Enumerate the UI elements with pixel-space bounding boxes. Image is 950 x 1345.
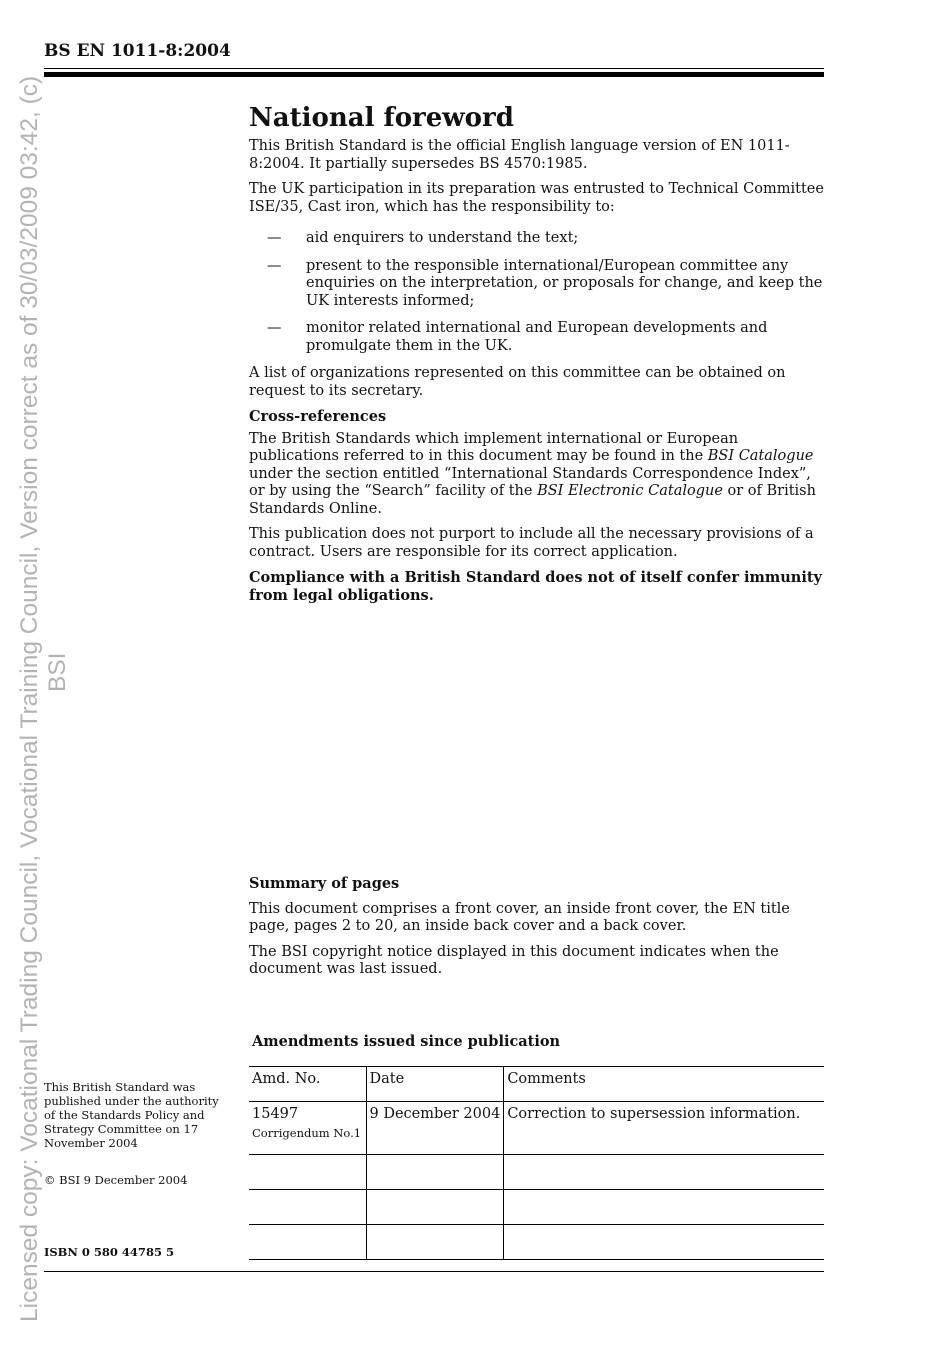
watermark-line-1: Licensed copy: Vocational Trading Council, Vocational Training Council, Version correct as of 30/03/2009 03:42, (c) xyxy=(16,75,43,1322)
amendments-table-wrapper xyxy=(249,1066,824,1260)
dash-bullet: — xyxy=(267,320,282,336)
amendments-table xyxy=(249,1066,824,1260)
summary-paragraph-2: The BSI copyright notice displayed in this document indicates when the document was last issued. xyxy=(249,943,779,977)
summary-of-pages-section xyxy=(249,875,827,987)
bsi-electronic-catalogue-title: BSI Electronic Catalogue xyxy=(537,483,723,499)
amd-number: 15497 xyxy=(252,1106,299,1122)
license-watermark xyxy=(16,76,72,1322)
header-rule-thick xyxy=(44,72,824,77)
responsibility-list xyxy=(249,230,827,355)
list-item xyxy=(249,258,827,311)
table-header-row xyxy=(249,1067,824,1102)
list-item-text: present to the responsible international/European committee any enquiries on the interpretation, or proposals for change, and keep the UK interests informed; xyxy=(306,257,823,309)
table-row-empty xyxy=(249,1155,824,1190)
page-title: National foreword xyxy=(249,103,514,133)
intro-paragraph-1: This British Standard is the official English language version of EN 1011-8:2004. It partially supersedes BS 4570:1985. xyxy=(249,138,790,172)
column-header-date: Date xyxy=(366,1067,504,1102)
provisions-paragraph: This publication does not purport to include all the necessary provisions of a contract. Users are responsible for its correct application. xyxy=(249,526,814,560)
column-header-comments: Comments xyxy=(504,1067,824,1102)
date-cell: 9 December 2004 xyxy=(366,1102,504,1155)
text-run: The British Standards which implement international or European publications referred to in this document may be found in the xyxy=(249,430,739,464)
cross-references-paragraph xyxy=(249,431,827,519)
amendments-heading: Amendments issued since publication xyxy=(252,1033,561,1050)
footer-rule xyxy=(44,1271,824,1272)
text-run: under the section entitled “International Standards Correspondence Index”, or by using the “Search” facility of the xyxy=(249,465,811,499)
list-item-text: monitor related international and European developments and promulgate them in the UK. xyxy=(306,320,768,354)
header-rule-thin xyxy=(44,68,824,69)
text-run: or of British Standards Online. xyxy=(249,483,816,517)
compliance-statement: Compliance with a British Standard does not of itself confer immunity from legal obligations. xyxy=(249,569,822,604)
bsi-catalogue-title: BSI Catalogue xyxy=(707,448,814,464)
list-item-text: aid enquirers to understand the text; xyxy=(306,230,579,246)
publication-authority-note: This British Standard was published under the authority of the Standards Policy and Strategy Committee on 17 November 2004 xyxy=(44,1080,219,1150)
cross-references-heading: Cross-references xyxy=(249,408,387,425)
organization-list-note: A list of organizations represented on this committee can be obtained on request to its secretary. xyxy=(249,365,786,399)
national-foreword-section xyxy=(249,102,827,612)
comments-cell: Correction to supersession information. xyxy=(504,1102,824,1155)
amd-no-cell xyxy=(249,1102,366,1155)
isbn: ISBN 0 580 44785 5 xyxy=(44,1245,174,1259)
list-item xyxy=(249,230,827,248)
list-item xyxy=(249,320,827,355)
dash-bullet: — xyxy=(267,257,282,274)
watermark-line-2: BSI xyxy=(44,652,71,692)
summary-heading: Summary of pages xyxy=(249,875,400,892)
document-id: BS EN 1011-8:2004 xyxy=(44,41,231,61)
dash-bullet: — xyxy=(267,230,282,246)
intro-paragraph-2: The UK participation in its preparation was entrusted to Technical Committee ISE/35, Cast iron, which has the responsibility to: xyxy=(249,181,824,215)
table-row-empty xyxy=(249,1190,824,1225)
amd-corrigendum: Corrigendum No.1 xyxy=(252,1126,362,1140)
summary-paragraph-1: This document comprises a front cover, an inside front cover, the EN title page, pages 2 to 20, an inside back cover and a back cover. xyxy=(249,900,790,934)
table-row xyxy=(249,1102,824,1155)
copyright-notice: © BSI 9 December 2004 xyxy=(44,1173,188,1187)
table-row-empty xyxy=(249,1225,824,1260)
column-header-amd-no: Amd. No. xyxy=(249,1067,366,1102)
